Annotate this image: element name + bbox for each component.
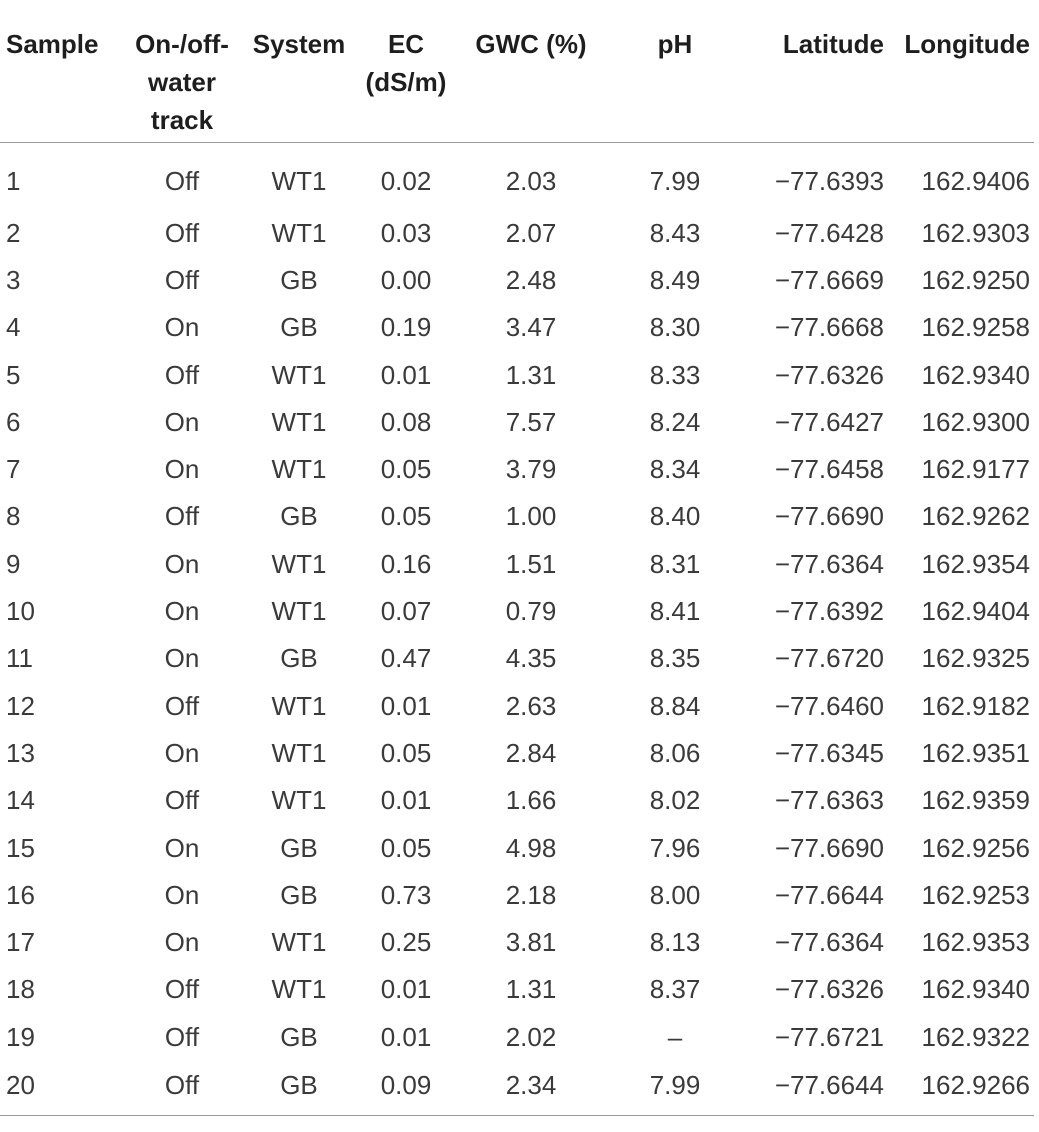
cell-ec: 0.01 <box>380 974 432 1005</box>
cell-latitude: −77.6458 <box>774 454 884 485</box>
cell-ph: 7.96 <box>649 832 701 863</box>
cell-on-off-track: On <box>164 832 200 863</box>
cell-latitude: −77.6644 <box>774 879 884 910</box>
cell-ec: 0.05 <box>380 737 432 768</box>
cell-gwc: 2.18 <box>505 879 557 910</box>
cell-longitude: 162.9359 <box>921 785 1030 816</box>
cell-latitude: −77.6669 <box>774 264 884 295</box>
cell-gwc: 7.57 <box>505 406 557 437</box>
cell-ph: 8.30 <box>649 312 701 343</box>
header-track-line3: track <box>150 105 214 135</box>
cell-latitude: −77.6721 <box>774 1021 884 1052</box>
cell-on-off-track: On <box>164 406 200 437</box>
cell-latitude: −77.6668 <box>774 312 884 343</box>
cell-on-off-track: Off <box>164 501 200 532</box>
table-row <box>0 588 1034 635</box>
cell-on-off-track: On <box>164 927 200 958</box>
cell-gwc: 4.98 <box>505 832 557 863</box>
cell-sample: 18 <box>6 974 35 1005</box>
cell-ph: 7.99 <box>649 165 701 196</box>
cell-sample: 4 <box>6 312 21 343</box>
cell-ec: 0.09 <box>352 1061 460 1116</box>
cell-system: WT1 <box>271 927 327 958</box>
header-latitude-label: Latitude <box>782 29 884 59</box>
table-header <box>0 14 1034 142</box>
cell-sample: 19 <box>6 1021 35 1052</box>
cell-gwc: 2.02 <box>505 1021 557 1052</box>
table-row <box>0 682 1034 729</box>
cell-latitude: −77.6364 <box>774 927 884 958</box>
cell-ec: 0.01 <box>380 785 432 816</box>
cell-ph: 7.99 <box>602 1061 748 1116</box>
cell-longitude: 162.9300 <box>921 406 1030 437</box>
cell-system: WT1 <box>271 359 327 390</box>
cell-system: GB <box>280 879 318 910</box>
cell-longitude: 162.9325 <box>921 643 1030 674</box>
cell-latitude: −77.6427 <box>774 406 884 437</box>
table-row <box>0 304 1034 351</box>
cell-sample: 11 <box>6 643 33 674</box>
cell-ec: 0.08 <box>380 406 432 437</box>
cell-system: WT1 <box>271 785 327 816</box>
cell-ec: 0.01 <box>380 1021 432 1052</box>
cell-gwc: 2.07 <box>505 217 557 248</box>
cell-sample: 15 <box>6 832 35 863</box>
cell-ec: 0.00 <box>380 264 432 295</box>
cell-latitude: −77.6690 <box>774 501 884 532</box>
cell-on-off-track: On <box>164 596 200 627</box>
cell-system: GB <box>280 312 318 343</box>
cell-latitude: −77.6393 <box>774 165 884 196</box>
cell-on-off-track: On <box>164 643 200 674</box>
cell-latitude: −77.6326 <box>774 359 884 390</box>
cell-on-off-track: On <box>164 737 200 768</box>
cell-system: GB <box>280 264 318 295</box>
table-row <box>0 919 1034 966</box>
cell-longitude: 162.9250 <box>921 264 1030 295</box>
cell-latitude: −77.6326 <box>774 974 884 1005</box>
cell-gwc: 1.31 <box>505 359 557 390</box>
cell-longitude: 162.9353 <box>921 927 1030 958</box>
cell-ec: 0.73 <box>380 879 432 910</box>
header-ph-label: pH <box>657 29 693 59</box>
cell-on-off-track: Off <box>164 690 200 721</box>
cell-sample: 13 <box>6 737 35 768</box>
cell-latitude: −77.6363 <box>774 785 884 816</box>
cell-gwc: 4.35 <box>505 643 557 674</box>
cell-gwc: 1.66 <box>505 785 557 816</box>
cell-gwc: 0.79 <box>505 596 557 627</box>
cell-on-off-track: On <box>164 548 200 579</box>
cell-longitude: 162.9354 <box>921 548 1030 579</box>
cell-on-off-track: Off <box>164 217 200 248</box>
cell-system: WT1 <box>271 548 327 579</box>
cell-on-off-track: Off <box>164 785 200 816</box>
table-row <box>0 824 1034 871</box>
cell-ec: 0.25 <box>380 927 432 958</box>
cell-latitude: −77.6392 <box>774 596 884 627</box>
header-ec-line2: (dS/m) <box>365 67 447 97</box>
cell-latitude: −77.6644 <box>748 1061 884 1116</box>
cell-system: WT1 <box>271 406 327 437</box>
header-latitude <box>748 14 884 142</box>
cell-ph: 8.43 <box>649 217 701 248</box>
cell-ph: 8.02 <box>649 785 701 816</box>
cell-system: WT1 <box>271 165 327 196</box>
header-longitude <box>884 14 1034 142</box>
sample-data-table <box>0 14 1034 1116</box>
table-row <box>0 142 1034 210</box>
cell-ph: – <box>667 1021 683 1052</box>
cell-longitude: 162.9258 <box>921 312 1030 343</box>
table-row <box>0 351 1034 398</box>
table-row <box>0 730 1034 777</box>
cell-system: WT1 <box>271 217 327 248</box>
cell-sample: 6 <box>6 406 21 437</box>
cell-longitude: 162.9182 <box>921 690 1030 721</box>
cell-sample: 5 <box>6 359 21 390</box>
header-gwc <box>460 14 602 142</box>
cell-sample: 10 <box>6 596 35 627</box>
cell-gwc: 2.63 <box>505 690 557 721</box>
cell-ph: 8.37 <box>649 974 701 1005</box>
cell-system: WT1 <box>271 596 327 627</box>
header-sample-label: Sample <box>6 29 99 59</box>
cell-sample: 1 <box>6 165 21 196</box>
cell-gwc: 1.51 <box>505 548 557 579</box>
cell-longitude: 162.9262 <box>921 501 1030 532</box>
cell-gwc: 2.84 <box>505 737 557 768</box>
cell-sample: 2 <box>6 217 21 248</box>
cell-ph: 8.00 <box>649 879 701 910</box>
cell-gwc: 3.79 <box>505 454 557 485</box>
cell-system: GB <box>246 1061 352 1116</box>
header-track-line2: water <box>148 67 216 97</box>
cell-ph: 8.34 <box>649 454 701 485</box>
cell-ec: 0.01 <box>380 690 432 721</box>
cell-gwc: 3.81 <box>505 927 557 958</box>
cell-latitude: −77.6428 <box>774 217 884 248</box>
cell-latitude: −77.6690 <box>774 832 884 863</box>
table-body <box>0 142 1034 1115</box>
cell-gwc: 2.34 <box>460 1061 602 1116</box>
header-system <box>246 14 352 142</box>
header-ph <box>602 14 748 142</box>
cell-longitude: 162.9266 <box>884 1061 1034 1116</box>
cell-system: WT1 <box>271 690 327 721</box>
cell-latitude: −77.6460 <box>774 690 884 721</box>
table-row <box>0 635 1034 682</box>
cell-sample: 7 <box>6 454 21 485</box>
cell-longitude: 162.9404 <box>921 596 1030 627</box>
cell-ph: 8.31 <box>649 548 701 579</box>
cell-ec: 0.05 <box>380 454 432 485</box>
cell-ec: 0.16 <box>380 548 432 579</box>
cell-system: WT1 <box>271 737 327 768</box>
cell-system: GB <box>280 832 318 863</box>
cell-sample: 14 <box>6 785 35 816</box>
cell-ec: 0.03 <box>380 217 432 248</box>
table-row <box>0 872 1034 919</box>
cell-sample: 3 <box>6 264 21 295</box>
cell-on-off-track: Off <box>164 1021 200 1052</box>
cell-on-off-track: On <box>164 879 200 910</box>
cell-ec: 0.47 <box>380 643 432 674</box>
cell-ph: 8.13 <box>649 927 701 958</box>
header-system-label: System <box>252 29 346 59</box>
cell-on-off-track: Off <box>164 264 200 295</box>
table-row <box>0 1014 1034 1061</box>
cell-ph: 8.35 <box>649 643 701 674</box>
cell-longitude: 162.9406 <box>921 165 1030 196</box>
cell-system: GB <box>280 1021 318 1052</box>
cell-sample: 16 <box>6 879 35 910</box>
header-ec <box>352 14 460 142</box>
table-row <box>0 446 1034 493</box>
table-row <box>0 541 1034 588</box>
cell-ph: 8.24 <box>649 406 701 437</box>
cell-system: GB <box>280 643 318 674</box>
cell-gwc: 2.03 <box>505 165 557 196</box>
cell-system: WT1 <box>271 974 327 1005</box>
header-sample <box>0 14 118 142</box>
table-row <box>0 257 1034 304</box>
cell-ph: 8.06 <box>649 737 701 768</box>
cell-on-off-track: On <box>164 312 200 343</box>
cell-sample: 17 <box>6 927 35 958</box>
cell-on-off-track: Off <box>164 974 200 1005</box>
cell-longitude: 162.9351 <box>921 737 1030 768</box>
cell-on-off-track: Off <box>118 1061 246 1116</box>
cell-ec: 0.05 <box>380 501 432 532</box>
cell-sample: 12 <box>6 690 35 721</box>
table-row <box>0 493 1034 540</box>
cell-latitude: −77.6720 <box>774 643 884 674</box>
cell-on-off-track: Off <box>164 359 200 390</box>
header-row <box>0 14 1034 142</box>
cell-on-off-track: On <box>164 454 200 485</box>
header-ec-line1: EC <box>387 29 425 59</box>
table-row <box>0 210 1034 257</box>
cell-ph: 8.33 <box>649 359 701 390</box>
cell-longitude: 162.9253 <box>921 879 1030 910</box>
cell-latitude: −77.6364 <box>774 548 884 579</box>
cell-ph: 8.41 <box>649 596 701 627</box>
cell-system: GB <box>280 501 318 532</box>
cell-ec: 0.05 <box>380 832 432 863</box>
cell-longitude: 162.9340 <box>921 974 1030 1005</box>
header-track-line1: On-/off- <box>135 29 229 59</box>
cell-on-off-track: Off <box>164 165 200 196</box>
header-gwc-label: GWC (%) <box>475 29 587 59</box>
cell-gwc: 2.48 <box>505 264 557 295</box>
cell-ph: 8.40 <box>649 501 701 532</box>
header-on-off-water-track <box>118 14 246 142</box>
cell-latitude: −77.6345 <box>774 737 884 768</box>
table-row <box>0 966 1034 1013</box>
cell-gwc: 1.31 <box>505 974 557 1005</box>
cell-gwc: 3.47 <box>505 312 557 343</box>
table-row <box>0 777 1034 824</box>
cell-sample: 20 <box>0 1061 118 1116</box>
cell-ec: 0.01 <box>380 359 432 390</box>
cell-ec: 0.19 <box>380 312 432 343</box>
table-row <box>0 399 1034 446</box>
cell-system: WT1 <box>271 454 327 485</box>
cell-ec: 0.07 <box>380 596 432 627</box>
cell-gwc: 1.00 <box>505 501 557 532</box>
cell-longitude: 162.9303 <box>921 217 1030 248</box>
cell-ec: 0.02 <box>380 165 432 196</box>
table-row <box>0 1061 1034 1116</box>
cell-ph: 8.49 <box>649 264 701 295</box>
cell-longitude: 162.9340 <box>921 359 1030 390</box>
cell-longitude: 162.9177 <box>921 454 1030 485</box>
cell-longitude: 162.9256 <box>921 832 1030 863</box>
header-longitude-label: Longitude <box>904 29 1030 59</box>
cell-ph: 8.84 <box>649 690 701 721</box>
cell-sample: 8 <box>6 501 21 532</box>
cell-sample: 9 <box>6 548 21 579</box>
cell-longitude: 162.9322 <box>921 1021 1030 1052</box>
